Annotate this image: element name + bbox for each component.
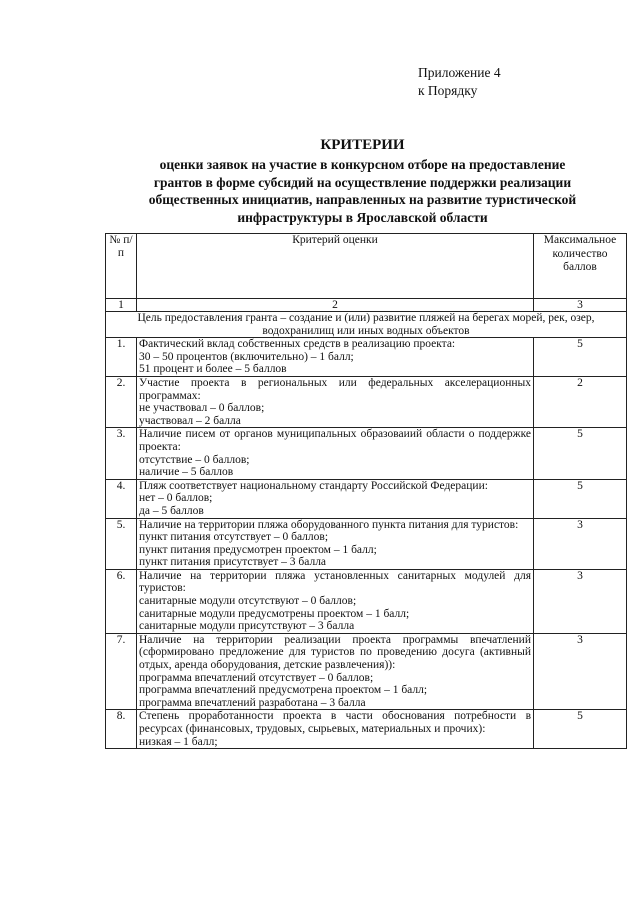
criterion-max-score: 5 — [534, 710, 627, 749]
criterion-line: программа впечатлений отсутствует – 0 баллов; — [139, 671, 374, 684]
criterion-line: 30 – 50 процентов (включительно) – 1 балл; — [139, 350, 354, 363]
criterion-line: Пляж соответствует национальному стандарту Российской Федерации: — [139, 479, 488, 492]
table-row — [106, 569, 627, 633]
appendix-line-1: Приложение 4 — [418, 65, 501, 80]
criterion-max-score: 3 — [534, 569, 627, 633]
table-header-row — [106, 234, 627, 299]
criterion-line: Участие проекта в региональных или федеральных акселерационных программах: — [139, 376, 531, 402]
document-subtitle — [100, 156, 625, 226]
criterion-line: санитарные модули присутствуют – 3 балла — [139, 620, 355, 633]
goal-row — [106, 312, 627, 338]
header-number: № п/п — [106, 234, 137, 299]
header-max-score: Максимальное количество баллов — [534, 234, 627, 299]
criterion-max-score: 3 — [534, 518, 627, 569]
subtitle-line: инфраструктуры в Ярославской области — [237, 209, 488, 225]
criterion-number: 2. — [106, 376, 137, 427]
criterion-text — [137, 376, 534, 427]
criterion-line: Наличие на территории пляжа установленных санитарных модулей для туристов: — [139, 569, 531, 595]
column-index-row — [106, 299, 627, 312]
document-title: КРИТЕРИИ — [320, 137, 405, 153]
criterion-line: низкая – 1 балл; — [139, 735, 218, 748]
criterion-max-score: 5 — [534, 479, 627, 518]
criterion-text — [137, 479, 534, 518]
table-row — [106, 479, 627, 518]
criterion-line: участвовал – 2 балла — [139, 414, 241, 427]
table-row — [106, 518, 627, 569]
criterion-text — [137, 518, 534, 569]
criterion-max-score: 5 — [534, 338, 627, 377]
criterion-line: Степень проработанности проекта в части обоснования потребности в ресурсах (финансовых, трудовых, сырьевых, материальных и прочих): — [139, 710, 531, 735]
criterion-line: да – 5 баллов — [139, 504, 204, 517]
table-row — [106, 428, 627, 479]
appendix-line-2: к Порядку — [418, 83, 478, 98]
criterion-text — [137, 710, 534, 749]
criterion-line: отсутствие – 0 баллов; — [139, 453, 250, 466]
table-row — [106, 710, 627, 749]
criterion-text — [137, 338, 534, 377]
table-row — [106, 338, 627, 377]
appendix-reference — [418, 64, 501, 100]
criterion-number: 8. — [106, 710, 137, 749]
subtitle-line: оценки заявок на участие в конкурсном отборе на предоставление — [159, 157, 566, 172]
criterion-line: 51 процент и более – 5 баллов — [139, 363, 287, 376]
criteria-table — [105, 233, 627, 749]
criterion-line: Фактический вклад собственных средств в реализацию проекта: — [139, 338, 456, 351]
column-index: 2 — [137, 299, 534, 312]
criterion-line: пункт питания предусмотрен проектом – 1 балл; — [139, 543, 377, 556]
subtitle-line: грантов в форме субсидий на осуществление поддержки реализации — [153, 174, 572, 190]
criterion-line: пункт питания отсутствует – 0 баллов; — [139, 531, 329, 544]
criterion-line: не участвовал – 0 баллов; — [139, 402, 265, 415]
criterion-number: 6. — [106, 569, 137, 633]
criterion-line: санитарные модули предусмотрены проектом – 1 балл; — [139, 607, 410, 620]
criterion-line: нет – 0 баллов; — [139, 492, 213, 505]
column-index: 1 — [106, 299, 137, 312]
criterion-line: Наличие на территории пляжа оборудованного пункта питания для туристов: — [139, 518, 519, 531]
table-row — [106, 633, 627, 710]
criterion-line: Наличие на территории реализации проекта программы впечатлений (сформировано предложение для туристов по проведению досуга (активный отдых, аренда оборудования, детские развлечения)): — [139, 633, 531, 672]
criterion-text — [137, 428, 534, 479]
criterion-number: 5. — [106, 518, 137, 569]
criterion-line: программа впечатлений разработана – 3 балла — [139, 696, 366, 709]
criterion-line: Наличие писем от органов муниципальных образоваиий области о поддержке проекта: — [139, 428, 531, 453]
criterion-number: 1. — [106, 338, 137, 377]
column-index: 3 — [534, 299, 627, 312]
header-criterion: Критерий оценки — [137, 234, 534, 299]
criterion-line: санитарные модули отсутствуют – 0 баллов; — [139, 595, 357, 608]
table-row — [106, 376, 627, 427]
criterion-line: программа впечатлений предусмотрена проектом – 1 балл; — [139, 684, 428, 697]
criterion-number: 7. — [106, 633, 137, 710]
criterion-line: наличие – 5 баллов — [139, 466, 234, 479]
document-heading — [100, 136, 625, 226]
criterion-line: пункт питания присутствует – 3 балла — [139, 556, 327, 569]
criterion-max-score: 2 — [534, 376, 627, 427]
criterion-number: 3. — [106, 428, 137, 479]
criterion-text — [137, 633, 534, 710]
subtitle-line: общественных инициатив, направленных на развитие туристической — [148, 192, 577, 207]
grant-goal-text: Цель предоставления гранта – создание и (или) развитие пляжей на берегах морей, рек, озер, водохранилищ или иных водных объектов — [106, 312, 627, 338]
criterion-text — [137, 569, 534, 633]
criterion-max-score: 3 — [534, 633, 627, 710]
criterion-max-score: 5 — [534, 428, 627, 479]
criterion-number: 4. — [106, 479, 137, 518]
criteria-rows — [106, 338, 627, 749]
